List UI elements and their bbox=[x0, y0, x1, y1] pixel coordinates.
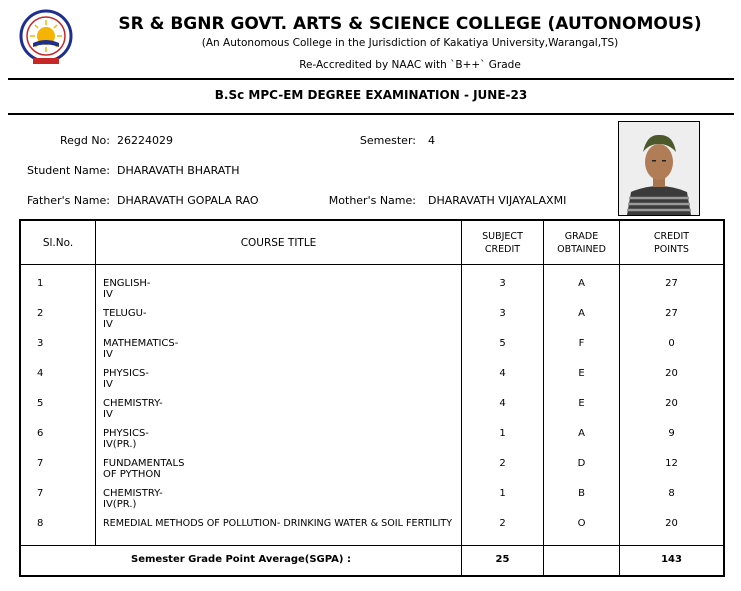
sl-no: 8 bbox=[37, 518, 44, 529]
credit-points: 27 bbox=[665, 308, 678, 319]
sl-no: 3 bbox=[37, 338, 44, 349]
college-name: SR & BGNR GOVT. ARTS & SCIENCE COLLEGE (AUTONOMOUS) bbox=[118, 14, 702, 34]
header-credit-points bbox=[620, 230, 723, 256]
college-logo-emblem bbox=[19, 9, 73, 67]
grade-obtained: B bbox=[578, 488, 585, 499]
header-sl-no: Sl.No. bbox=[42, 237, 74, 249]
subject-credit: 1 bbox=[499, 488, 506, 499]
regd-label: Regd No: bbox=[59, 134, 110, 147]
credit-points: 8 bbox=[668, 488, 675, 499]
grade-obtained: D bbox=[577, 458, 586, 469]
course-title: PHYSICS-IV(PR.) bbox=[103, 428, 149, 450]
semester-value: 4 bbox=[428, 134, 435, 147]
credit-points: 20 bbox=[665, 368, 678, 379]
header-text: CREDIT bbox=[484, 244, 521, 255]
course-title: CHEMISTRY-IV bbox=[103, 398, 163, 420]
course-title: MATHEMATICS-IV bbox=[103, 338, 179, 360]
sl-no: 1 bbox=[37, 278, 44, 289]
exam-title: B.Sc MPC-EM DEGREE EXAMINATION - JUNE-23 bbox=[214, 88, 528, 102]
course-title: TELUGU-IV bbox=[103, 308, 147, 330]
regd-number: 26224029 bbox=[117, 134, 173, 147]
header-text: GRADE bbox=[564, 231, 599, 242]
grade-obtained: A bbox=[578, 308, 585, 319]
credit-points: 27 bbox=[665, 278, 678, 289]
student-name-label: Student Name: bbox=[27, 164, 110, 177]
col-divider bbox=[95, 221, 96, 545]
course-title: ENGLISH-IV bbox=[103, 278, 151, 300]
footer-row-divider bbox=[21, 545, 723, 546]
sl-no: 2 bbox=[37, 308, 44, 319]
father-name: DHARAVATH GOPALA RAO bbox=[117, 194, 259, 207]
sl-no: 6 bbox=[37, 428, 44, 439]
total-credit: 25 bbox=[495, 554, 510, 565]
subject-credit: 3 bbox=[499, 278, 506, 289]
student-name: DHARAVATH BHARATH bbox=[117, 164, 240, 177]
header-grade-obtained bbox=[544, 230, 619, 256]
exam-divider bbox=[8, 113, 734, 115]
grade-obtained: O bbox=[577, 518, 586, 529]
header-text: POINTS bbox=[654, 244, 689, 255]
header-course-title: COURSE TITLE bbox=[240, 237, 317, 249]
subject-credit: 2 bbox=[499, 458, 506, 469]
header-subject-credit bbox=[462, 230, 543, 256]
course-title: PHYSICS-IV bbox=[103, 368, 149, 390]
subject-credit: 1 bbox=[499, 428, 506, 439]
sgpa-label: Semester Grade Point Average(SGPA) : bbox=[131, 554, 351, 565]
grade-obtained: A bbox=[578, 428, 585, 439]
course-title: CHEMISTRY-IV(PR.) bbox=[103, 488, 163, 510]
subject-credit: 2 bbox=[499, 518, 506, 529]
course-title: REMEDIAL METHODS OF POLLUTION- DRINKING WATER & SOIL FERTILITY bbox=[103, 518, 453, 529]
grade-obtained: F bbox=[578, 338, 585, 349]
course-title: FUNDAMENTALS OF PYTHON bbox=[103, 458, 185, 480]
accreditation-line: Re-Accredited by NAAC with `B++` Grade bbox=[299, 59, 521, 71]
semester-label: Semester: bbox=[359, 134, 416, 147]
mother-name-label: Mother's Name: bbox=[328, 194, 416, 207]
total-credit-points: 143 bbox=[661, 554, 682, 565]
jurisdiction-line: (An Autonomous College in the Jurisdiction of Kakatiya University,Warangal,TS) bbox=[201, 37, 619, 49]
subject-credit: 4 bbox=[499, 368, 506, 379]
credit-points: 12 bbox=[665, 458, 678, 469]
credit-points: 9 bbox=[668, 428, 675, 439]
subject-credit: 4 bbox=[499, 398, 506, 409]
credit-points: 20 bbox=[665, 398, 678, 409]
subject-credit: 3 bbox=[499, 308, 506, 319]
header-text: SUBJECT bbox=[482, 231, 523, 242]
grade-obtained: E bbox=[578, 398, 585, 409]
sl-no: 5 bbox=[37, 398, 44, 409]
father-name-label: Father's Name: bbox=[26, 194, 110, 207]
subject-credit: 5 bbox=[499, 338, 506, 349]
grade-obtained: A bbox=[578, 278, 585, 289]
sl-no: 7 bbox=[37, 488, 44, 499]
sl-no: 7 bbox=[37, 458, 44, 469]
header-text: CREDIT bbox=[653, 231, 690, 242]
grade-obtained: E bbox=[578, 368, 585, 379]
credit-points: 20 bbox=[665, 518, 678, 529]
credit-points: 0 bbox=[668, 338, 675, 349]
sl-no: 4 bbox=[37, 368, 44, 379]
header-divider bbox=[8, 78, 734, 80]
header-text: OBTAINED bbox=[557, 244, 606, 255]
student-photo bbox=[618, 121, 700, 216]
header-row-divider bbox=[21, 264, 723, 265]
mother-name: DHARAVATH VIJAYALAXMI bbox=[428, 194, 567, 207]
